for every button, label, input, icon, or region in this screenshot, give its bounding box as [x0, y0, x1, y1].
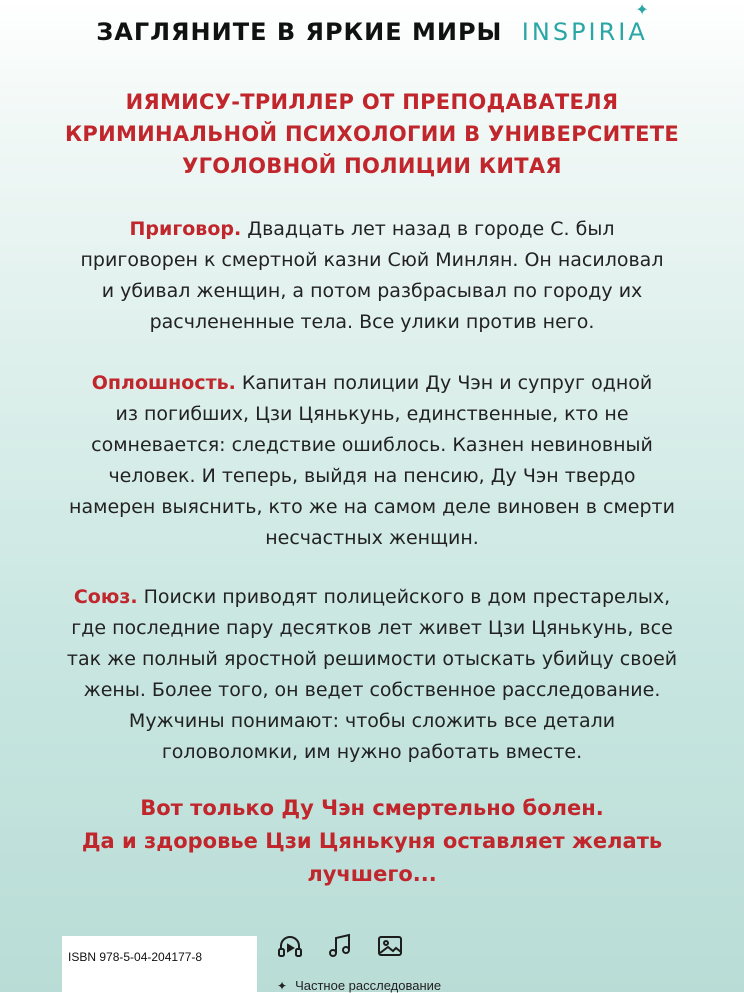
- paragraph-line: намерен выяснить, кто же на самом деле виновен в смерти: [69, 496, 675, 518]
- paragraph-line: Мужчины понимают: чтобы сложить все детали: [128, 710, 616, 732]
- format-icons: [276, 932, 404, 960]
- paragraph-line: так же полный яростной решимости отыскать убийцу своей: [66, 648, 678, 670]
- paragraph-line: из погибших, Цзи Цянькунь, единственные, кто не: [115, 403, 629, 425]
- paragraph-lead: Союз.: [73, 586, 138, 608]
- paragraph-line: жены. Более того, он ведет собственное расследование.: [83, 679, 661, 701]
- paragraph-line: Двадцать лет назад в городе С. был: [247, 218, 615, 240]
- paragraph-lead: Приговор.: [129, 218, 242, 240]
- star-icon: ✦: [277, 979, 288, 993]
- paragraph-line: Капитан полиции Ду Чэн и супруг одной: [241, 372, 653, 394]
- genre-tag: [277, 978, 441, 993]
- isbn-box: [62, 936, 257, 992]
- headline: [40, 86, 704, 182]
- image-icon: [376, 932, 404, 960]
- sparkle-icon: ✦: [635, 0, 652, 19]
- headline-line: УГОЛОВНОЙ ПОЛИЦИИ КИТАЯ: [182, 154, 562, 178]
- paragraph-mistake: [60, 368, 684, 554]
- paragraph-line: и убивал женщин, а потом разбрасывал по городу их: [101, 280, 643, 302]
- music-icon: [326, 932, 354, 960]
- audiobook-icon: [276, 932, 304, 960]
- headline-line: ИЯМИСУ-ТРИЛЛЕР ОТ ПРЕПОДАВАТЕЛЯ: [125, 90, 619, 114]
- closing-line: Да и здоровье Цзи Цянькуня оставляет желать: [81, 829, 663, 853]
- paragraph-line: человек. И теперь, выйдя на пенсию, Ду Чэн твердо: [108, 465, 636, 487]
- paragraph-line: несчастных женщин.: [265, 527, 479, 549]
- banner-text: ЗАГЛЯНИТЕ В ЯРКИЕ МИРЫ: [96, 18, 503, 46]
- top-banner: [0, 0, 744, 46]
- paragraph-line: головоломки, им нужно работать вместе.: [161, 741, 583, 763]
- paragraph-line: расчлененные тела. Все улики против него.: [149, 311, 595, 333]
- paragraph-line: сомневается: следствие ошиблось. Казнен невиновный: [91, 434, 653, 456]
- paragraph-alliance: [60, 582, 684, 768]
- closing-statement: [40, 792, 704, 891]
- isbn-number: ISBN 978-5-04-204177-8: [68, 950, 203, 964]
- headline-line: КРИМИНАЛЬНОЙ ПСИХОЛОГИИ В УНИВЕРСИТЕТЕ: [64, 122, 680, 146]
- paragraph-lead: Оплошность.: [91, 372, 236, 394]
- paragraph-line: Поиски приводят полицейского в дом престарелых,: [143, 586, 671, 608]
- brand-logo: [521, 0, 652, 46]
- paragraph-verdict: [60, 214, 684, 338]
- genre-label: Частное расследование: [295, 978, 442, 993]
- closing-line: лучшего...: [307, 862, 437, 886]
- paragraph-line: где последние пару десятков лет живет Цзи Цянькунь, все: [71, 617, 673, 639]
- brand-name: INSPIRIA: [521, 18, 648, 46]
- closing-line: Вот только Ду Чэн смертельно болен.: [140, 796, 604, 820]
- paragraph-line: приговорен к смертной казни Сюй Минлян. Он насиловал: [80, 249, 664, 271]
